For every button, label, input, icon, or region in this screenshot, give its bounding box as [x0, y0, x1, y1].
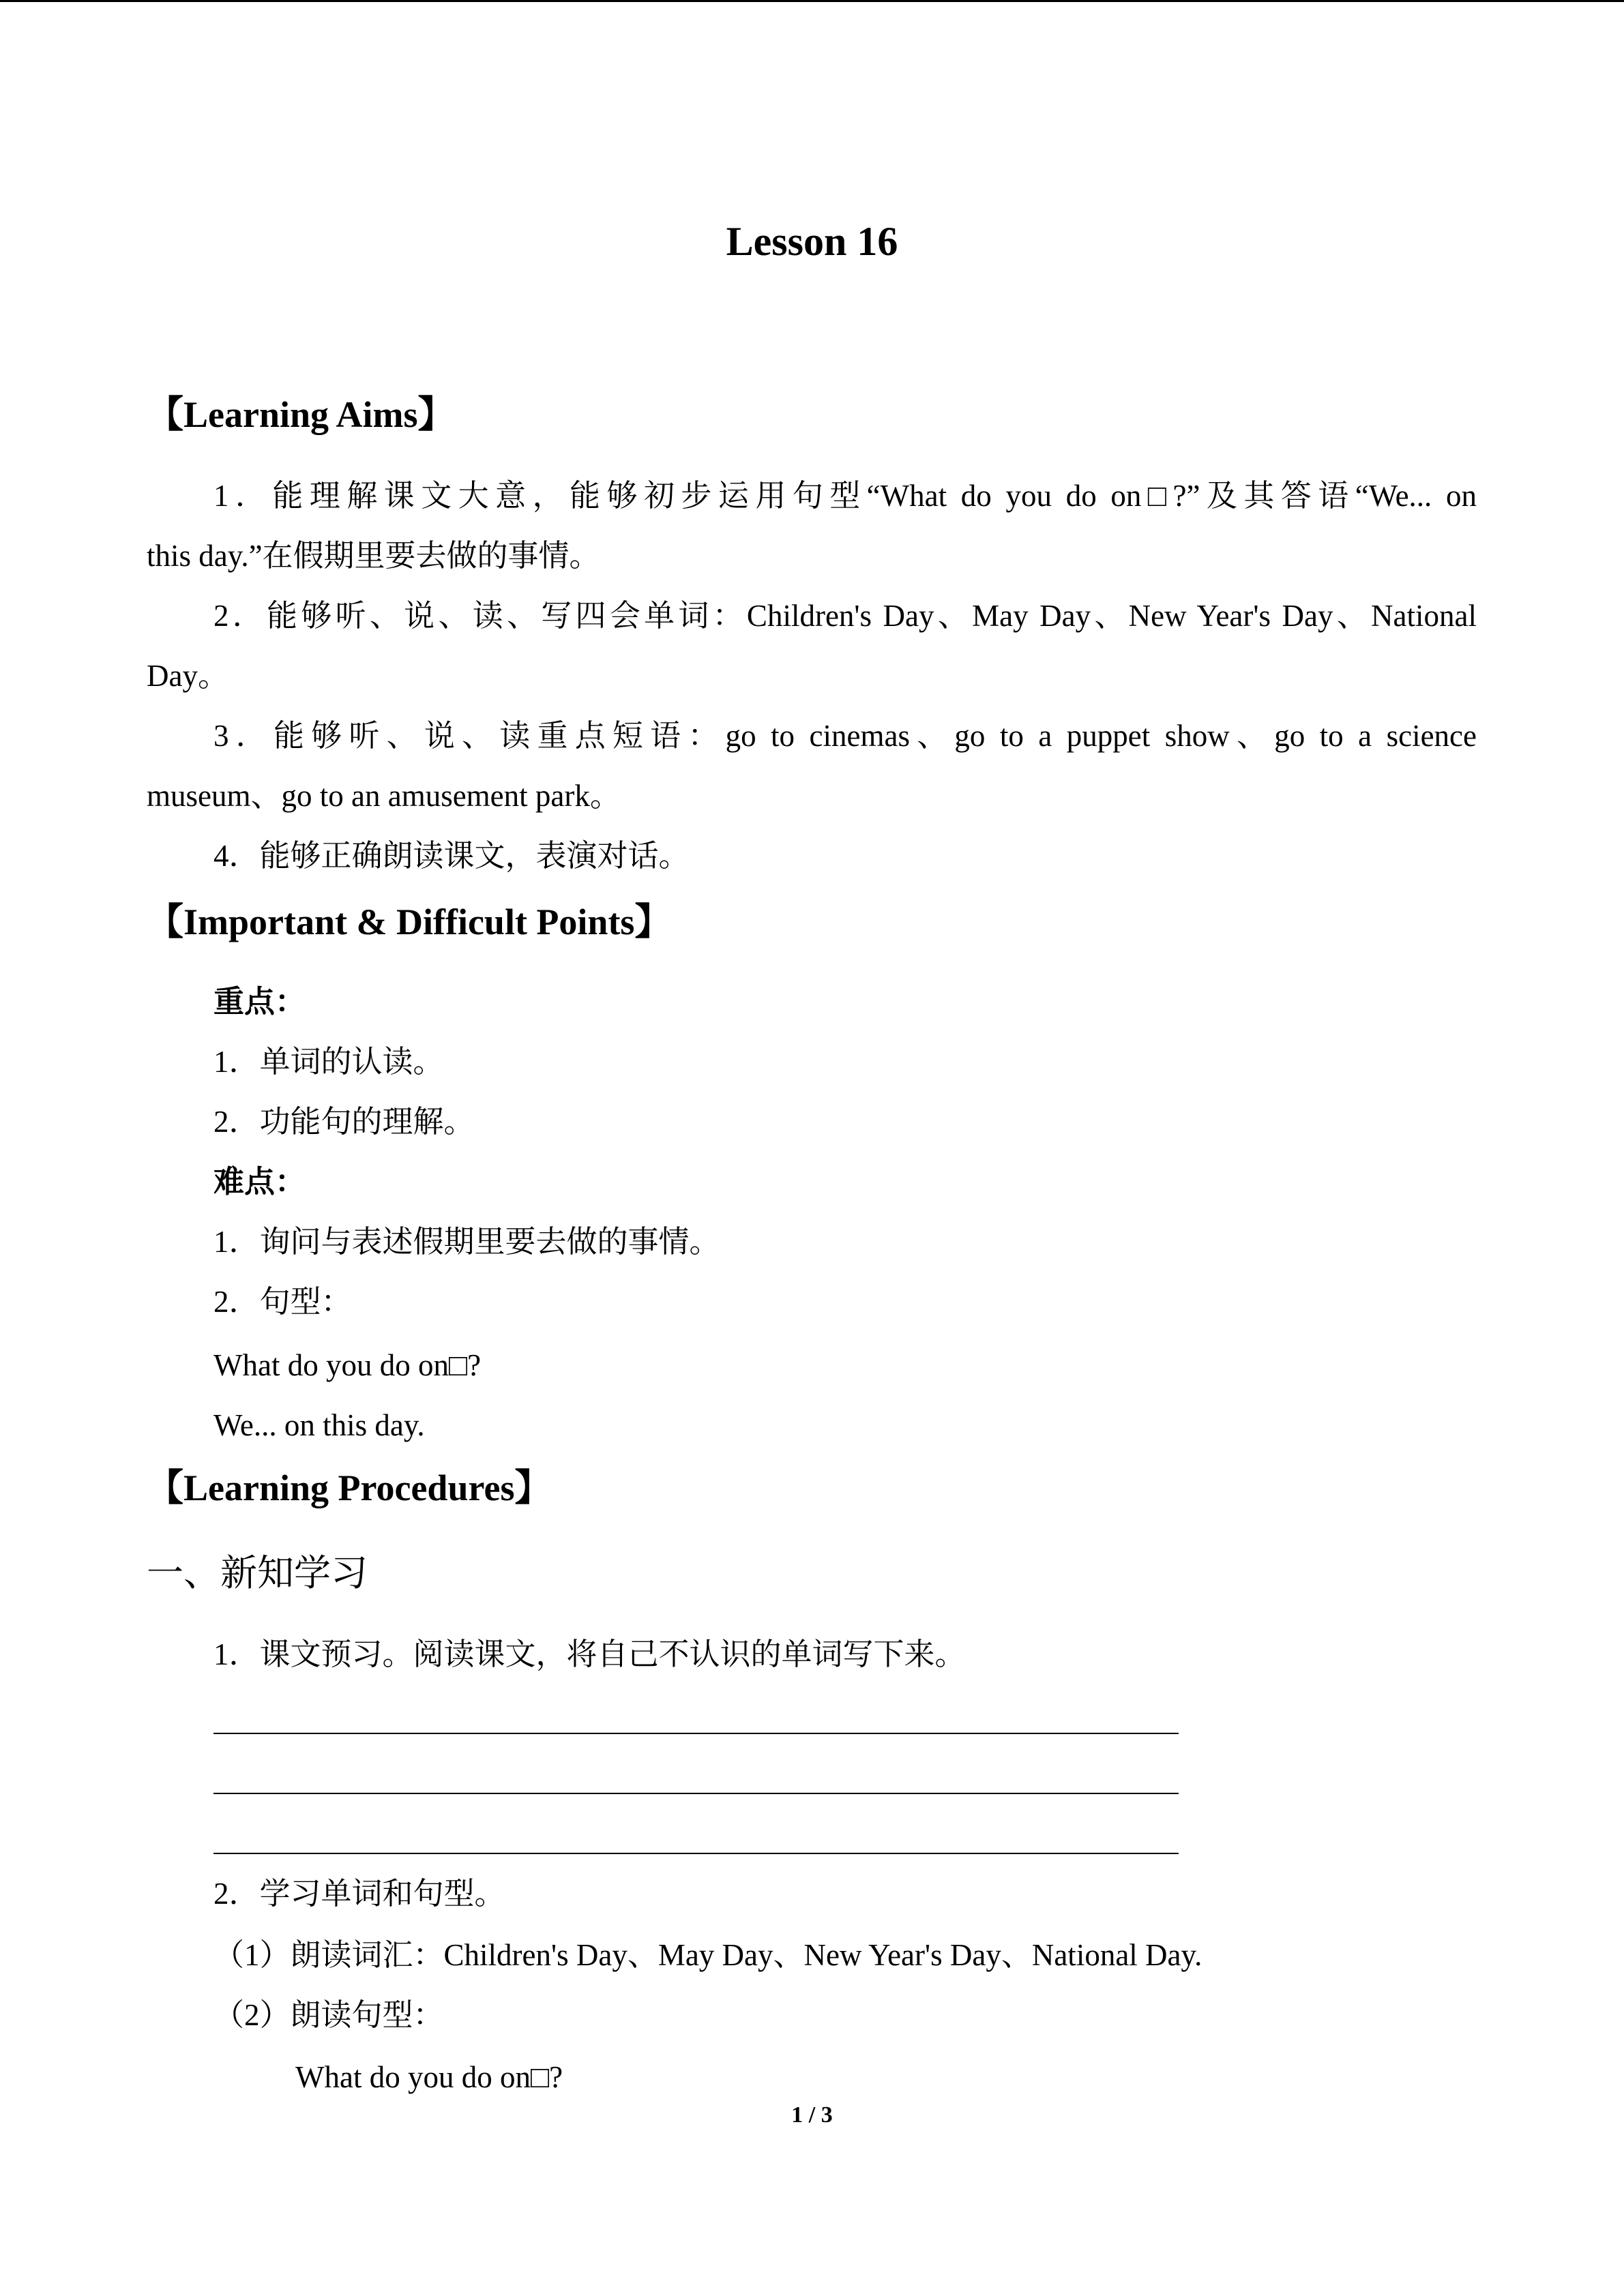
key-points-label: 重点： — [213, 985, 306, 1019]
page-top-border — [0, 0, 1624, 2]
difficult-point-item-1: 1．询问与表述假期里要去做的事情。 — [213, 1225, 720, 1259]
learning-aims-heading: 【Learning Aims】 — [147, 394, 455, 435]
learning-procedures-heading: 【Learning Procedures】 — [147, 1467, 552, 1508]
answer-blank-line-2[interactable] — [213, 1793, 1179, 1794]
aim-item-2-line-1: 2．能够听、说、读、写四会单词：Children's Day、May Day、New Year's Day、National — [213, 599, 1477, 633]
procedure-step-2-sub-2: （2）朗读句型： — [213, 1998, 444, 2032]
sentence-pattern-question: What do you do on□? — [213, 1348, 482, 1382]
procedure-sentence-pattern: What do you do on□? — [295, 2060, 563, 2094]
aim-item-3-line-2: museum、go to an amusement park。 — [147, 779, 621, 813]
key-point-item-1: 1．单词的认读。 — [213, 1045, 444, 1079]
section-new-knowledge-title: 一、新知学习 — [147, 1553, 368, 1594]
sentence-pattern-answer: We... on this day. — [213, 1408, 425, 1442]
answer-blank-line-3[interactable] — [213, 1853, 1179, 1854]
aim-item-4: 4．能够正确朗读课文，表演对话。 — [213, 839, 690, 873]
aim-item-3-line-1: 3．能够听、说、读重点短语：go to cinemas、go to a puppet show、go to a science — [213, 719, 1477, 753]
aim-item-1-line-1: 1．能理解课文大意，能够初步运用句型“What do you do on□?”及其答语“We... on — [213, 479, 1477, 513]
procedure-step-2-sub-1: （1）朗读词汇：Children's Day、May Day、New Year's Day、National Day. — [213, 1938, 1202, 1972]
aim-item-1-line-2: this day.”在假期里要去做的事情。 — [147, 539, 600, 573]
important-points-heading: 【Important & Difficult Points】 — [147, 901, 672, 942]
difficult-point-item-2: 2．句型： — [213, 1285, 352, 1319]
page-title: Lesson 16 — [726, 219, 898, 264]
page-number: 1 / 3 — [791, 2102, 833, 2128]
procedure-step-2: 2．学习单词和句型。 — [213, 1877, 505, 1911]
answer-blank-line-1[interactable] — [213, 1733, 1179, 1734]
key-point-item-2: 2．功能句的理解。 — [213, 1105, 475, 1139]
aim-item-2-line-2: Day。 — [147, 659, 228, 693]
procedure-step-1: 1．课文预习。阅读课文，将自己不认识的单词写下来。 — [213, 1637, 966, 1671]
difficult-points-label: 难点： — [213, 1165, 306, 1199]
